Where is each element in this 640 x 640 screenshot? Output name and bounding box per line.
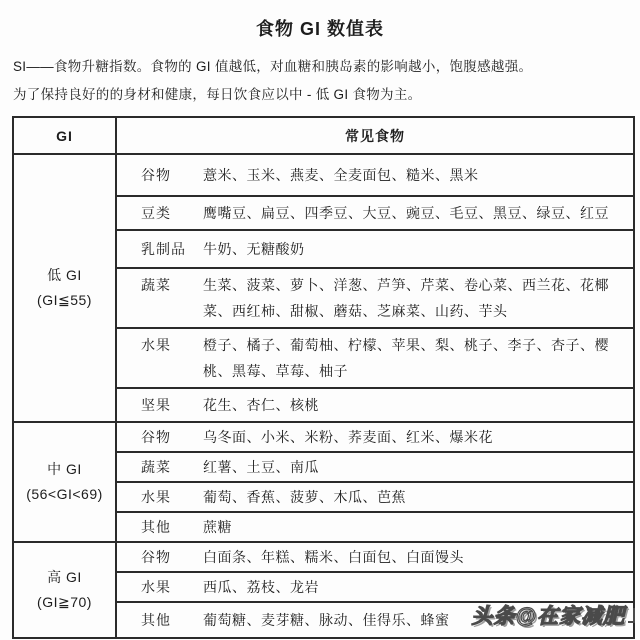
category-label: 豆类 <box>141 205 171 221</box>
foods-list: 乌冬面、小米、米粉、荞麦面、红米、爆米花 <box>203 429 493 445</box>
gi-group-high-range: (GI≧70) <box>37 594 92 610</box>
category-label: 乳制品 <box>141 241 186 257</box>
category-label: 其他 <box>141 612 171 628</box>
table-header-row <box>13 117 634 154</box>
intro-line-2: 为了保持良好的的身材和健康，每日饮食应以中 - 低 GI 食物为主。 <box>13 87 422 102</box>
gi-group-mid-name: 中 GI <box>47 461 82 477</box>
category-label: 水果 <box>141 579 171 595</box>
foods-list: 白面条、年糕、糯米、白面包、白面馒头 <box>203 549 464 565</box>
header-gi: GI <box>13 117 116 154</box>
table-row <box>13 154 634 196</box>
foods-list: 花生、杏仁、核桃 <box>203 397 319 413</box>
category-label: 谷物 <box>141 167 171 183</box>
foods-list: 生菜、菠菜、萝卜、洋葱、芦笋、芹菜、卷心菜、西兰花、花椰菜、西红柿、甜椒、蘑菇、芝麻菜、山药、芋头 <box>203 277 609 319</box>
watermark-text: 头条@在家减肥 <box>471 605 625 628</box>
category-label: 水果 <box>141 337 171 353</box>
category-label: 水果 <box>141 489 171 505</box>
page-title: 食物 GI 数值表 <box>255 19 384 39</box>
category-label: 坚果 <box>141 397 171 413</box>
gi-group-low-name: 低 GI <box>47 267 82 283</box>
foods-list: 葡萄、香蕉、菠萝、木瓜、芭蕉 <box>203 489 406 505</box>
foods-list: 蔗糖 <box>203 519 232 535</box>
category-label: 谷物 <box>141 549 171 565</box>
table-row <box>13 542 634 572</box>
watermark <box>472 600 635 630</box>
gi-group-high-label <box>13 542 116 638</box>
gi-group-high-name: 高 GI <box>47 569 82 585</box>
category-label: 其他 <box>141 519 171 535</box>
gi-group-low-label <box>13 154 116 422</box>
gi-group-low-range: (GI≦55) <box>37 292 92 308</box>
foods-list: 薏米、玉米、燕麦、全麦面包、糙米、黑米 <box>203 167 479 183</box>
foods-list: 葡萄糖、麦芽糖、脉动、佳得乐、蜂蜜 <box>203 612 450 628</box>
foods-list: 牛奶、无糖酸奶 <box>203 241 305 257</box>
category-label: 蔬菜 <box>141 277 171 293</box>
foods-list: 红薯、土豆、南瓜 <box>203 459 319 475</box>
foods-list: 西瓜、荔枝、龙岩 <box>203 579 319 595</box>
intro-line-1: SI——食物升糖指数。食物的 GI 值越低，对血糖和胰岛素的影响越小，饱腹感越强。 <box>13 59 533 74</box>
category-label: 蔬菜 <box>141 459 171 475</box>
foods-list: 橙子、橘子、葡萄柚、柠檬、苹果、梨、桃子、李子、杏子、樱桃、黑莓、草莓、柚子 <box>203 337 609 379</box>
header-common-foods: 常见食物 <box>116 117 634 154</box>
category-label: 谷物 <box>141 429 171 445</box>
table-row <box>13 422 634 452</box>
watermark-corner-mark <box>628 608 635 623</box>
gi-group-mid-label <box>13 422 116 542</box>
foods-list: 鹰嘴豆、扁豆、四季豆、大豆、豌豆、毛豆、黑豆、绿豆、红豆 <box>203 205 609 221</box>
gi-group-mid-range: (56<GI<69) <box>26 486 103 502</box>
gi-table <box>12 116 635 639</box>
